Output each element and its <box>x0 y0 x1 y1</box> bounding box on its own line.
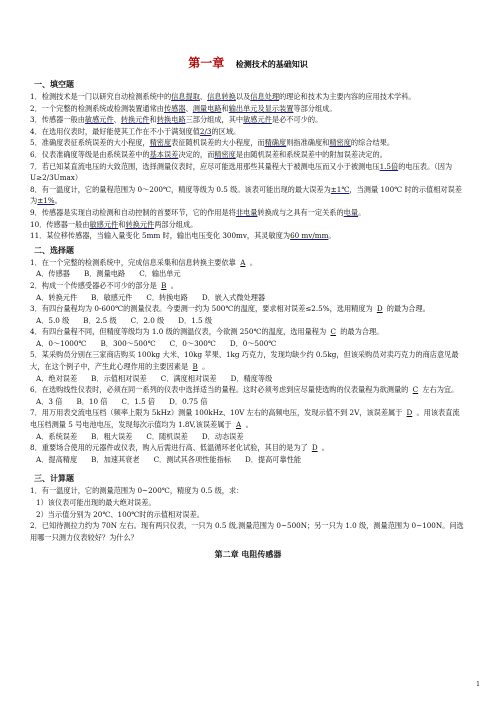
choice-q4: 4．有四台量程不同，但精度等级均为 1.0 级的测温仪表，今欲测 250℃的温度，选用量程为 C 的最为合理。 <box>30 327 384 337</box>
choice-q2-options: A．转换元件 B．敏感元件 C．转换电路 D．嵌入式微处理器 <box>36 292 266 302</box>
choice-q6: 6．在选购线性仪表时，必须在同一系列的仪表中选择适当的量程。这时必须考虑到应尽量使选购的仪表量程为欲测量的 C 左右为宜。 <box>30 385 459 395</box>
calc-q1-part2: 2）当示值分别为 20℃、100℃时的示值相对误差。 <box>36 509 204 519</box>
calc-q1-part1: 1）该仪表可能出现的最大绝对误差。 <box>36 498 156 507</box>
fill-q9: 9．传感器是实现自动检测和自动控制的首要环节，它的作用是将非电量转换成与之具有一定关系的电量。 <box>30 207 366 217</box>
fill-q7: 7．若已知某直流电压的大致范围，选择测量仪表时，应尽可能选用那些其量程大于被测电压而又小于被测电压1.5倍的电压表。（因为U≥2/3Umax） <box>30 161 453 183</box>
section-fill-heading: 一、填空题 <box>34 79 74 89</box>
choice-q7: 7．用万用表交流电压档（频率上限为 5kHz）测量 100kHz、10V 左右的高频电压，发现示值不到 2V，该误差属于 D 。用该表直流电压档测量 5 号电池电压，发现每次示值均为 1.8V,该误差属于 A 。 <box>30 408 460 430</box>
fill-q10: 10．传感器一般由敏感元件和转换元件两部分组成。 <box>30 219 198 229</box>
fill-q8: 8．有一温度计，它的量程范围为 0～200℃，精度等级为 0.5 级。该表可能出现的最大误差为±1℃，当测量 100℃ 时的示值相对误差为±1%。 <box>30 184 462 206</box>
fill-q11: 11．某位移传感器，当输入量变化 5mm 时，输出电压变化 300mv，其灵敏度为60 mv/mm。 <box>30 231 336 241</box>
next-chapter-heading: 第二章 电阻传感器 <box>214 549 282 560</box>
choice-q8-options: A．提高精度 B．加速其衰老 C．测试其各项性能指标 D．提高可靠性能 <box>36 454 302 464</box>
fill-q3: 3．传感器一般由敏感元件、转换元件和转换电路三部分组成，其中敏感元件是必不可少的。 <box>30 115 323 125</box>
fill-q6: 6．仪表准确度等级是由系统误差中的基本误差决定的，而精密度是由随机误差和系统误差中的附加误差决定的。 <box>30 149 387 159</box>
fill-q2: 2．一个完整的检测系统或检测装置通常由传感器、测量电路和输出单元及显示装置等部分组成。 <box>30 103 337 113</box>
choice-q1: 1．在一个完整的检测系统中，完成信息采集和信息转换主要依靠 A 。 <box>30 257 258 267</box>
section-choice-heading: 二、选择题 <box>34 244 74 255</box>
choice-q8: 8．重要场合使用的元器件或仪表，购入后需进行高、低温循环老化试验，其目的是为了 D 。 <box>30 443 329 453</box>
choice-q5: 5．某采购员分别在三家商店购买 100kg 大米、10kg 苹果、1kg 巧克力，发现均缺少约 0.5kg，但该采购员对卖巧克力的商店意见最大，在这个例子中，产生此心理作用的主要因素是 B 。 <box>30 350 459 372</box>
choice-q3: 3．有四台量程均为 0-600℃的测量仪表。今要测一约为 500℃的温度，要求相对误差≤2.5%，选用精度为 D 的最为合理。 <box>30 304 430 314</box>
choice-q2: 2．构成一个传感受器必不可少的部分是 B 。 <box>30 280 178 290</box>
page-number: 1 <box>476 681 480 688</box>
chapter-number: 第一章 <box>188 56 225 70</box>
choice-q5-options: A．绝对误差 B．示值相对误差 C．满度相对误差 D．精度等级 <box>36 373 273 383</box>
calc-q1: 1．有一温度计，它的测量范围为 0~200℃，精度为 0.5 级，求： <box>30 486 244 496</box>
fill-q4: 4．在选用仪表时，最好能使其工作在不小于满刻度值2/3的区域。 <box>30 126 241 136</box>
fill-q1: 1．检测技术是一门以研究自动检测系统中的信息提取、信息转换以及信息处理的理论和技术为主要内容的应用技术学科。 <box>30 92 416 101</box>
choice-q6-options: A．3 倍 B．10 倍 C．1.5 倍 D．0.75 倍 <box>36 396 208 406</box>
fill-q5: 5．准确度表征系统误差的大小程度，精密度表征随机误差的大小程度，而精确度则指准确度和精密度的综合结果。 <box>30 138 395 148</box>
choice-q1-options: A．传感器 B．测量电路 C．输出单元 <box>36 269 181 279</box>
calc-q2: 2．已知待测拉力约为 70N 左右。现有两只仪表，一只为 0.5 级,测量范围为 0~500N；另一只为 1.0 级，测量范围为 0~100N。问选用哪一只测力仪表较好？为什么？ <box>30 521 464 542</box>
choice-q4-options: A．0～1000℃ B．300～500℃ C．0～300℃ D．0～500℃ <box>36 338 277 348</box>
choice-q7-options: A．系统误差 B．粗大误差 C．随机误差 D．动态误差 <box>36 431 244 441</box>
chapter-name: 检测技术的基础知识 <box>235 59 308 69</box>
page-title <box>30 54 466 71</box>
choice-q3-options: A．5.0 级 B．2.5 级 C．2.0 级 D．1.5 级 <box>36 315 213 325</box>
section-calc-heading: 三、计算题 <box>34 473 74 484</box>
